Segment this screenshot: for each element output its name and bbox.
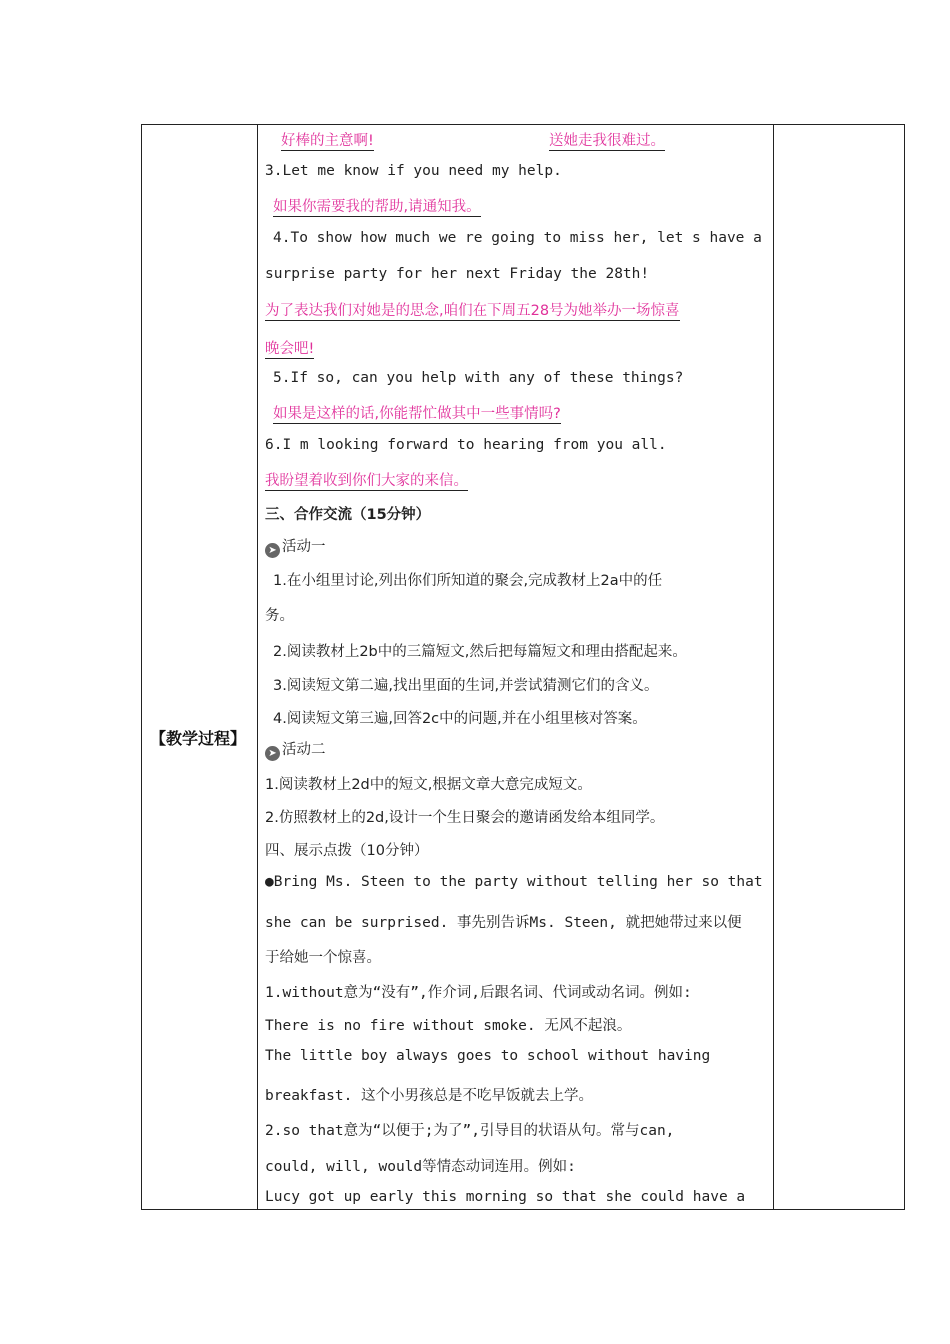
example-line: There is no fire without smoke. 无风不起浪。	[265, 1018, 632, 1034]
section-heading: 三、合作交流（15分钟）	[265, 507, 431, 523]
body-line: 4.阅读短文第三遍,回答2c中的问题,并在小组里核对答案。	[273, 711, 647, 727]
arrow-icon: ➤	[265, 746, 280, 761]
activity-title: 活动一	[282, 539, 326, 555]
arrow-icon: ➤	[265, 543, 280, 558]
section-label: 【教学过程】	[150, 729, 247, 748]
translation-line: 如果你需要我的帮助,请通知我。	[273, 199, 481, 215]
body-line: 1.在小组里讨论,列出你们所知道的聚会,完成教材上2a中的任	[273, 573, 663, 589]
sentence-line: surprise party for her next Friday the 28th!	[265, 266, 650, 282]
example-line: breakfast. 这个小男孩总是不吃早饭就去上学。	[265, 1088, 594, 1104]
body-line: 1.阅读教材上2d中的短文,根据文章大意完成短文。	[265, 777, 592, 793]
translation-line: 晚会吧!	[265, 341, 315, 357]
translation-line: 送她走我很难过。	[549, 133, 665, 149]
body-line: 于给她一个惊喜。	[265, 950, 381, 966]
body-line: 3.阅读短文第二遍,找出里面的生词,并尝试猜测它们的含义。	[273, 678, 659, 694]
sentence-line: 6.I m looking forward to hearing from you all.	[265, 437, 667, 453]
translation-line: 好棒的主意啊!	[281, 133, 374, 149]
body-line: 务。	[265, 608, 294, 624]
sentence-line: ●Bring Ms. Steen to the party without telling her so that	[265, 874, 763, 890]
example-line: The little boy always goes to school without having	[265, 1048, 711, 1064]
lesson-content	[265, 124, 767, 1210]
body-line: 2.阅读教材上2b中的三篇短文,然后把每篇短文和理由搭配起来。	[273, 644, 687, 660]
body-line: could, will, would等情态动词连用。例如:	[265, 1159, 576, 1175]
body-line: 2.so that意为“以便于;为了”,引导目的状语从句。常与can,	[265, 1123, 675, 1139]
example-line: Lucy got up early this morning so that she could have a	[265, 1189, 746, 1205]
translation-line: 我盼望着收到你们大家的来信。	[265, 473, 468, 489]
sentence-line: 4.To show how much we re going to miss her, let s have a	[273, 230, 762, 246]
translation-line: 如果是这样的话,你能帮忙做其中一些事情吗?	[273, 406, 561, 422]
column-divider-2	[773, 125, 774, 1209]
body-line: 1.without意为“没有”,作介词,后跟名词、代词或动名词。例如:	[265, 985, 692, 1001]
column-divider-1	[257, 125, 258, 1209]
body-line: 2.仿照教材上的2d,设计一个生日聚会的邀请函发给本组同学。	[265, 810, 665, 826]
activity-title: 活动二	[282, 742, 326, 758]
translation-line: 为了表达我们对她是的思念,咱们在下周五28号为她举办一场惊喜	[265, 303, 680, 319]
sentence-line: she can be surprised. 事先别告诉Ms. Steen, 就把她带过来以便	[265, 915, 742, 931]
sentence-line: 5.If so, can you help with any of these things?	[273, 370, 684, 386]
sentence-line: 3.Let me know if you need my help.	[265, 163, 562, 179]
section-heading: 四、展示点拨（10分钟）	[265, 843, 429, 859]
